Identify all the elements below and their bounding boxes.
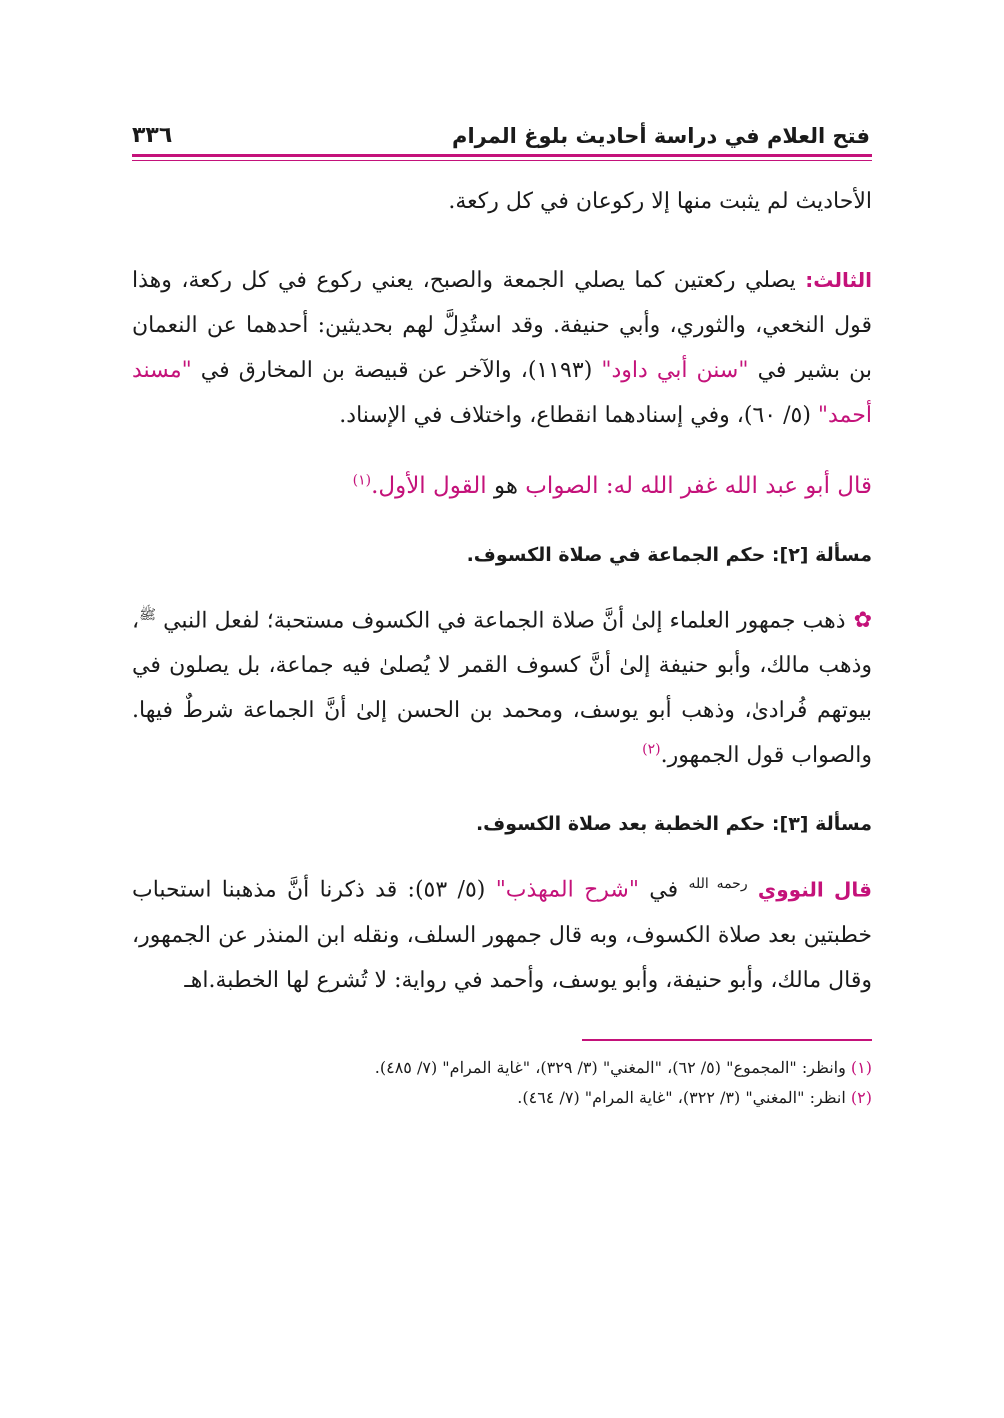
verdict-text-a: قال أبو عبد الله غفر الله له: — [598, 473, 872, 499]
issue-2-label: مسألة — [815, 544, 872, 566]
book-title: فتح العلام في دراسة أحاديث بلوغ المرام — [452, 124, 870, 148]
footnote-ref-1[interactable]: (١) — [352, 472, 372, 489]
footnote-2 — [132, 1083, 872, 1113]
nawawi-text-a: في — [638, 877, 689, 903]
quote-musnad-ahmad: "مسند أحمد" — [132, 358, 872, 428]
paragraph-author-verdict — [132, 464, 872, 509]
issue-3-number: [٣]: — [771, 813, 809, 836]
congregation-text-b: ، وذهب مالك، وأبو حنيفة إلىٰ أنَّ كسوف القمر لا يُصلىٰ فيه جماعة، بل يصلون في بيوتهم فُرادىٰ، وذهب أبو يوسف، ومحمد بن الحسن إلىٰ أنَّ الجماعة شرطٌ فيها. والصواب قول الجمهور. — [132, 608, 872, 769]
header-rule-thin — [132, 160, 872, 161]
book-page — [132, 110, 872, 1113]
congregation-text-a: ذهب جمهور العلماء إلىٰ أنَّ صلاة الجماعة في الكسوف مستحبة؛ لفعل النبي — [156, 608, 846, 634]
quote-sharh-al-muhadhdhab: "شرح المهذب" — [495, 877, 639, 903]
issue-3-title: حكم الخطبة بعد صلاة الكسوف. — [475, 813, 772, 836]
footnotes — [132, 1053, 872, 1113]
issue-3-label: مسألة — [815, 813, 872, 836]
third-view-text-a: يصلي ركعتين كما يصلي الجمعة والصبح، يعني ركوع في كل ركعة، وهذا قول النخعي، والثوري، وأبي حنيفة. وقد استُدِلَّ لهم بحديثين: أحدهما عن النعمان بن بشير في — [132, 268, 873, 383]
page-number: ٣٣٦ — [132, 123, 173, 148]
footnote-1 — [132, 1053, 872, 1083]
header-rule-thick — [132, 154, 872, 157]
nawawi-text-b: (٥/ ٥٣): قد ذكرنا أنَّ مذهبنا استحباب خطبتين بعد صلاة الكسوف، وبه قال جمهور السلف، ونقله ابن المنذر عن الجمهور، وقال مالك، وأبو حنيفة، وأبو يوسف، وأحمد في رواية: لا تُشرع لها الخطبة.اهـ — [132, 877, 872, 993]
footnote-1-text: وانظر: "المجموع" (٥/ ٦٢)، "المغني" (٣/ ٣٢٩)، "غاية المرام" (٧/ ٤٨٥). — [374, 1057, 851, 1077]
verdict-highlight-first-view: القول الأول — [378, 473, 487, 499]
paragraph-intro — [132, 179, 872, 224]
verdict-text-b: هو — [486, 473, 526, 499]
nawawi-label: قال النووي — [757, 877, 872, 902]
flower-icon: ✿ — [853, 608, 872, 634]
footnote-2-text: انظر: "المغني" (٣/ ٣٢٢)، "غاية المرام" (٧/ ٤٦٤). — [517, 1087, 851, 1107]
verdict-text-c: . — [371, 473, 379, 499]
nawawi-honorific: رحمه الله — [688, 876, 748, 893]
issue-heading-3 — [132, 808, 872, 840]
paragraph-third-view — [132, 258, 872, 438]
issue-2-number: [٢]: — [771, 544, 809, 566]
footnote-ref-2[interactable]: (٢) — [642, 742, 661, 758]
verdict-highlight-correct: الصواب — [525, 473, 599, 499]
footnote-2-mark: (٢) — [850, 1087, 872, 1107]
footnote-1-mark: (١) — [850, 1057, 872, 1077]
running-header — [132, 110, 872, 148]
prophet-honorific: ﷺ — [139, 607, 157, 623]
paragraph-nawawi — [132, 862, 872, 1002]
third-view-label: الثالث: — [805, 268, 872, 292]
third-view-text-c: (٥/ ٦٠)، وفي إسنادهما انقطاع، واختلاف في الإسناد. — [339, 403, 818, 428]
paragraph-intro-text: الأحاديث لم يثبت منها إلا ركوعان في كل ركعة. — [448, 189, 872, 214]
footnote-separator — [582, 1039, 872, 1041]
quote-sunan-abi-dawud: "سنن أبي داود" — [601, 358, 749, 383]
issue-2-title: حكم الجماعة في صلاة الكسوف. — [466, 544, 772, 566]
third-view-text-b: (١١٩٣)، والآخر عن قبيصة بن المخارق في — [191, 358, 602, 383]
issue-heading-2 — [132, 539, 872, 571]
paragraph-congregation — [132, 593, 872, 778]
